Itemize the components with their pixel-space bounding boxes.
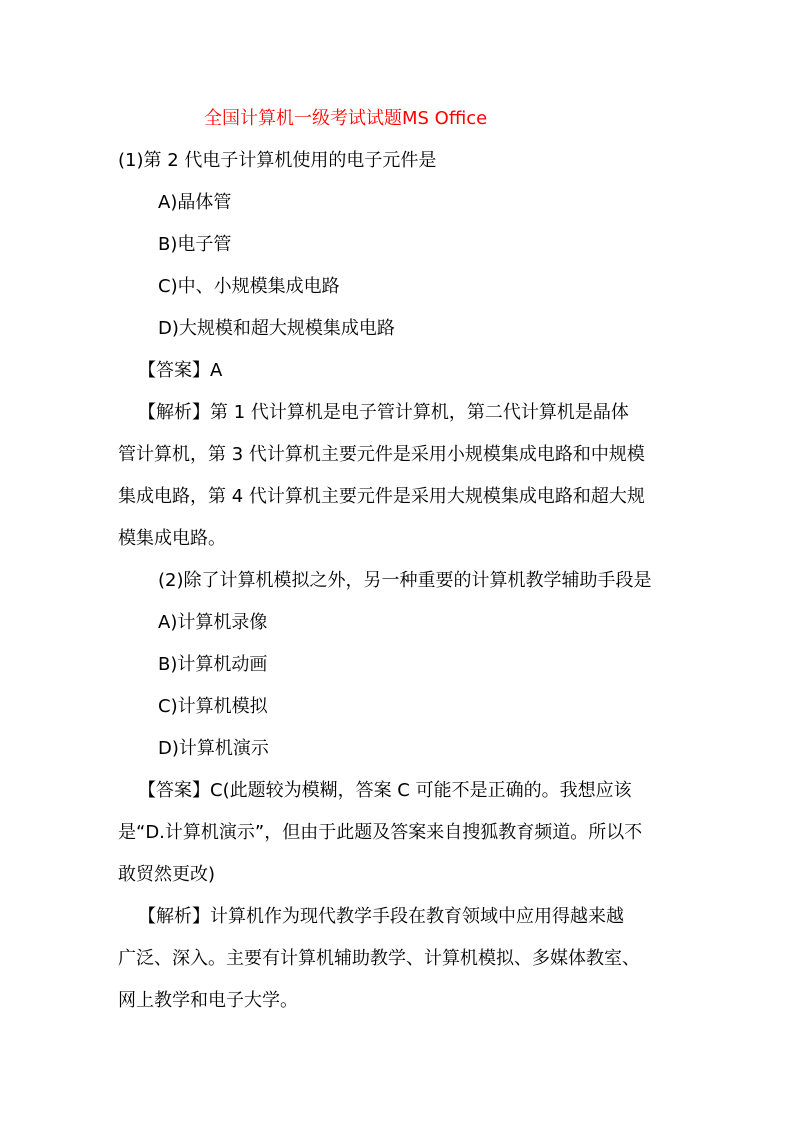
question-1-explanation-line-4: 模集成电路。 xyxy=(118,528,226,549)
question-1-explanation-line-3: 集成电路，第 4 代计算机主要元件是采用大规模集成电路和超大规 xyxy=(118,486,645,507)
question-2-explanation-line-3: 网上教学和电子大学。 xyxy=(118,990,298,1011)
question-2-text: (2)除了计算机模拟之外，另一种重要的计算机教学辅助手段是 xyxy=(158,570,652,591)
question-2-option-c: C)计算机模拟 xyxy=(158,696,268,717)
question-1-option-d: D)大规模和超大规模集成电路 xyxy=(158,318,395,339)
question-1-option-c: C)中、小规模集成电路 xyxy=(158,276,340,297)
question-2-option-d: D)计算机演示 xyxy=(158,738,269,759)
question-2-explanation-line-1: 【解析】计算机作为现代教学手段在教育领域中应用得越来越 xyxy=(138,906,624,927)
question-1-explanation-line-2: 管计算机，第 3 代计算机主要元件是采用小规模集成电路和中规模 xyxy=(118,444,645,465)
question-1-answer: 【答案】A xyxy=(138,360,223,381)
question-1-explanation-line-1: 【解析】第 1 代计算机是电子管计算机，第二代计算机是晶体 xyxy=(138,402,629,423)
question-2-answer-line-3: 敢贸然更改) xyxy=(118,864,216,885)
document-title: 全国计算机一级考试试题MS Office xyxy=(204,108,488,129)
question-1-text: (1)第 2 代电子计算机使用的电子元件是 xyxy=(118,150,437,171)
question-1-option-b: B)电子管 xyxy=(158,234,232,255)
question-2-option-b: B)计算机动画 xyxy=(158,654,268,675)
question-2-answer-line-2: 是“D.计算机演示”，但由于此题及答案来自搜狐教育频道。所以不 xyxy=(118,822,643,843)
question-2-answer-line-1: 【答案】C(此题较为模糊，答案 C 可能不是正确的。我想应该 xyxy=(138,780,632,801)
question-1-option-a: A)晶体管 xyxy=(158,192,232,213)
question-2-option-a: A)计算机录像 xyxy=(158,612,268,633)
question-2-explanation-line-2: 广泛、深入。主要有计算机辅助教学、计算机模拟、多媒体教室、 xyxy=(118,948,640,969)
